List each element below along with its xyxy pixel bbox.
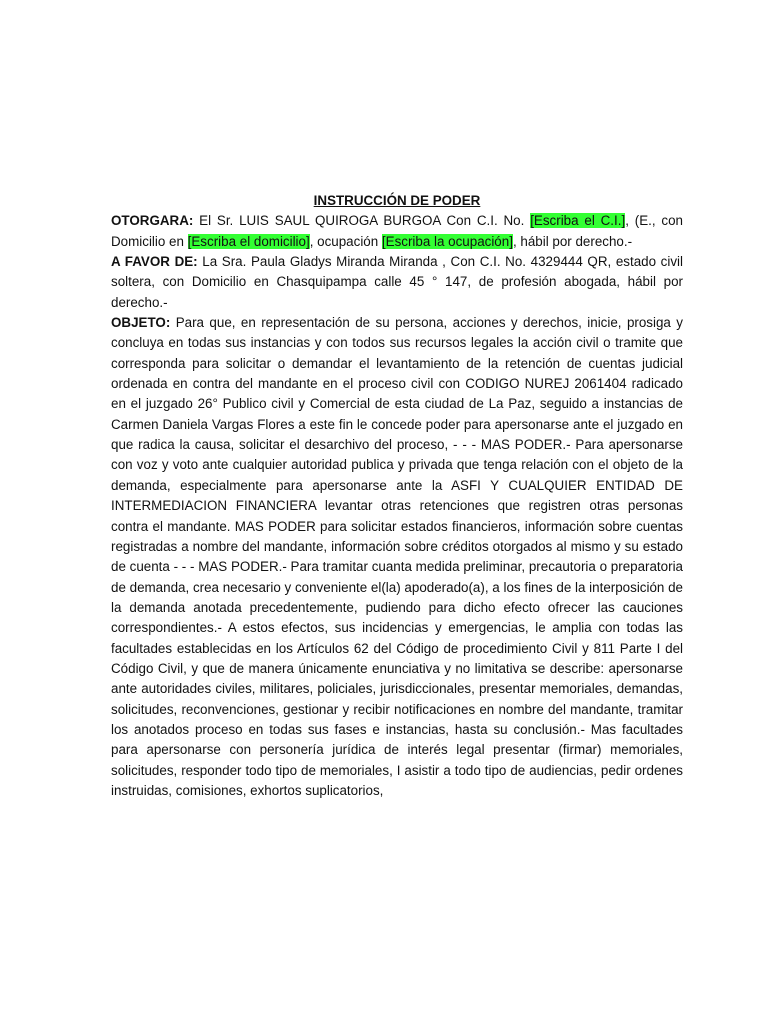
a-favor-label: A FAVOR DE: — [111, 254, 198, 270]
domicilio-field-placeholder[interactable]: [Escriba el domicilio] — [187, 233, 310, 249]
otorgara-text-3: , ocupación — [309, 233, 382, 249]
otorgara-text-2: , (E., con Domicilio en — [111, 213, 684, 249]
ci-field-placeholder[interactable]: [Escriba el C.I.] — [530, 213, 626, 229]
ocupacion-field-placeholder[interactable]: [Escriba la ocupación] — [381, 233, 513, 249]
otorgara-paragraph — [111, 211, 683, 252]
a-favor-text: La Sra. Paula Gladys Miranda Miranda , Con C.I. No. 4329444 QR, estado civil soltera, con Domicilio en Chasquipampa calle 45 ° 147, de profesión abogada, hábil por derecho.- — [111, 254, 683, 310]
document-body — [111, 191, 683, 801]
objeto-text: Para que, en representación de su persona, acciones y derechos, inicie, prosiga y concluya en todas sus instancias y con todos sus recursos legales la acción civil o tramite que corresponda para solicitar o demandar el levantamiento de la retención de cuentas judicial ordenada en contra del mandante en el proceso civil con CODIGO NUREJ 2061404 radicado en el juzgado 26° Publico civil y Comercial de esta ciudad de La Paz, seguido a instancias de Carmen Daniela Vargas Flores a este fin le concede poder para apersonarse ante el juzgado en que radica la causa, solicitar el desarchivo del proceso, - - - MAS PODER.- Para apersonarse con voz y voto ante cualquier autoridad publica y privada que tenga relación con el objeto de la demanda, especialmente para apersonarse ante la ASFI Y CUALQUIER ENTIDAD DE INTERMEDIACION FINANCIERA levantar otras retenciones que registren otras personas contra el mandante. MAS PODER para solicitar estados financieros, información sobre cuentas registradas a nombre del mandante, información sobre créditos otorgados al mismo y su estado de cuenta - - - MAS PODER.- Para tramitar cuanta medida preliminar, precautoria o preparatoria de demanda, crea necesario y conveniente el(la) apoderado(a), a los fines de la interposición de la demanda anotada precedentemente, pudiendo para dicho efecto ofrecer las cauciones correspondientes.- A estos efectos, sus incidencias y emergencias, le amplia con todas las facultades establecidas en los Artículos 62 del Código de procedimiento Civil y 811 Parte I del Código Civil, y que de manera únicamente enunciativa y no limitativa se describe: apersonarse ante autoridades civiles, militares, policiales, jurisdiccionales, presentar memoriales, demandas, solicitudes, reconvenciones, gestionar y recibir notificaciones en nombre del mandante, tramitar los anotados proceso en todas sus fases e instancias, hasta su conclusión.- Mas facultades para apersonarse con personería jurídica de interés legal presentar (firmar) memoriales, solicitudes, responder todo tipo de memoriales, I asistir a todo tipo de audiencias, pedir ordenes instruidas, comisiones, exhortos suplicatorios, — [111, 315, 683, 798]
objeto-paragraph — [111, 313, 683, 801]
otorgara-label: OTORGARA: — [111, 213, 194, 229]
document-title: INSTRUCCIÓN DE PODER — [313, 193, 481, 208]
a-favor-paragraph — [111, 252, 683, 313]
otorgara-text-4: , hábil por derecho.- — [512, 233, 633, 249]
objeto-label: OBJETO: — [111, 315, 171, 331]
otorgara-text-1: El Sr. LUIS SAUL QUIROGA BURGOA Con C.I. No. — [193, 213, 531, 229]
